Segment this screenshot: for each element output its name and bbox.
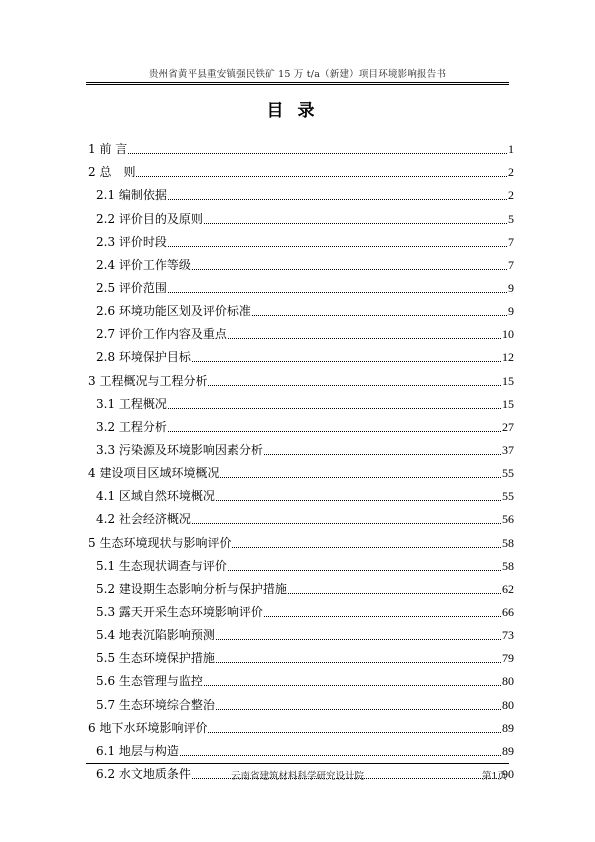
- toc-entry-page: 7: [508, 257, 514, 272]
- toc-entry-label: 5.1 生态现状调查与评价: [96, 558, 227, 573]
- toc-entry-label: 4.1 区域自然环境概况: [96, 489, 215, 504]
- toc-entry[interactable]: [88, 689, 514, 712]
- toc-entry-page: 73: [502, 628, 514, 643]
- toc-entry-page: 79: [502, 651, 514, 666]
- toc-entry-page: 10: [502, 327, 514, 342]
- toc-entry-page: 7: [508, 234, 514, 249]
- footer-organization: 云南省建筑材料科学研究设计院: [230, 771, 364, 782]
- toc-leader-dots: [252, 305, 507, 316]
- toc-leader-dots: [192, 513, 501, 524]
- toc-entry-page: 62: [502, 581, 514, 596]
- toc-entry[interactable]: [88, 666, 514, 689]
- toc-entry[interactable]: [88, 504, 514, 527]
- toc-entry-page: 1: [508, 142, 514, 157]
- table-of-contents: [88, 134, 514, 782]
- toc-entry-page: 12: [502, 350, 514, 365]
- toc-leader-dots: [264, 444, 501, 455]
- toc-leader-dots: [168, 189, 507, 200]
- toc-leader-dots: [216, 629, 501, 640]
- toc-entry-page: 27: [502, 419, 514, 434]
- footer-page-number: 第1页: [481, 771, 507, 782]
- toc-entry[interactable]: [88, 342, 514, 365]
- toc-entry[interactable]: [88, 273, 514, 296]
- toc-entry-label: 2.7 评价工作内容及重点: [96, 327, 227, 342]
- toc-entry-label: 5.5 生态环境保护措施: [96, 651, 215, 666]
- toc-entry[interactable]: [88, 250, 514, 273]
- toc-entry-label: 5.7 生态环境综合整治: [96, 697, 215, 712]
- toc-entry-page: 80: [502, 674, 514, 689]
- toc-leader-dots: [204, 675, 501, 686]
- toc-entry[interactable]: [88, 458, 514, 481]
- toc-entry-label: 2.1 编制依据: [96, 188, 167, 203]
- toc-entry-page: 89: [502, 743, 514, 758]
- toc-entry-page: 37: [502, 442, 514, 457]
- toc-entry-page: 9: [508, 280, 514, 295]
- toc-entry-page: 58: [502, 558, 514, 573]
- toc-entry[interactable]: [88, 574, 514, 597]
- toc-entry-label: 6.2 水文地质条件: [96, 766, 191, 781]
- toc-entry-label: 4 建设项目区域环境概况: [88, 466, 220, 481]
- toc-entry[interactable]: [88, 597, 514, 620]
- toc-entry-label: 2.2 评价目的及原则: [96, 211, 203, 226]
- toc-leader-dots: [204, 213, 507, 224]
- toc-entry-page: 58: [502, 535, 514, 550]
- toc-entry[interactable]: [88, 180, 514, 203]
- toc-leader-dots: [192, 351, 501, 362]
- toc-leader-dots: [216, 652, 501, 663]
- toc-leader-dots: [168, 282, 507, 293]
- toc-entry-page: 90: [502, 766, 514, 781]
- toc-entry-label: 2.5 评价范围: [96, 280, 167, 295]
- toc-leader-dots: [216, 699, 501, 710]
- toc-entry-label: 2.6 环境功能区划及评价标准: [96, 304, 251, 319]
- header-divider: [86, 82, 509, 83]
- toc-entry-label: 5.2 建设期生态影响分析与保护措施: [96, 581, 287, 596]
- toc-entry-page: 55: [502, 466, 514, 481]
- toc-leader-dots: [168, 236, 507, 247]
- toc-entry[interactable]: [88, 389, 514, 412]
- toc-leader-dots: [136, 166, 507, 177]
- toc-entry-label: 2.3 评价时段: [96, 234, 167, 249]
- toc-entry-label: 5.3 露天开采生态环境影响评价: [96, 604, 263, 619]
- toc-entry-label: 3 工程概况与工程分析: [88, 373, 208, 388]
- header-divider-thin: [86, 84, 509, 85]
- toc-entry-label: 6 地下水环境影响评价: [88, 720, 208, 735]
- toc-leader-dots: [228, 560, 501, 571]
- footer-divider: [86, 763, 509, 764]
- toc-leader-dots: [168, 421, 501, 432]
- toc-entry-page: 66: [502, 604, 514, 619]
- toc-entry[interactable]: [88, 365, 514, 388]
- toc-entry-label: 5 生态环境现状与影响评价: [88, 535, 232, 550]
- toc-entry[interactable]: [88, 134, 514, 157]
- toc-entry-label: 3.2 工程分析: [96, 419, 167, 434]
- toc-entry-page: 80: [502, 697, 514, 712]
- toc-leader-dots: [220, 467, 501, 478]
- running-header: 贵州省黄平县重安镇强民铁矿 15 万 t/a（新建）项目环境影响报告书: [148, 69, 447, 80]
- toc-entry[interactable]: [88, 157, 514, 180]
- toc-entry[interactable]: [88, 713, 514, 736]
- toc-entry-page: 56: [502, 512, 514, 527]
- toc-entry-page: 2: [508, 165, 514, 180]
- toc-entry[interactable]: [88, 527, 514, 550]
- toc-leader-dots: [264, 606, 501, 617]
- page-title: 目录: [266, 101, 329, 121]
- toc-leader-dots: [180, 745, 501, 756]
- toc-entry[interactable]: [88, 296, 514, 319]
- toc-entry-label: 2.8 环境保护目标: [96, 350, 191, 365]
- toc-entry[interactable]: [88, 435, 514, 458]
- toc-entry-page: 2: [508, 188, 514, 203]
- toc-entry[interactable]: [88, 227, 514, 250]
- toc-entry-label: 3.3 污染源及环境影响因素分析: [96, 442, 263, 457]
- toc-entry-label: 5.4 地表沉陷影响预测: [96, 628, 215, 643]
- toc-leader-dots: [208, 375, 501, 386]
- toc-entry-label: 2.4 评价工作等级: [96, 257, 191, 272]
- toc-entry-label: 1 前 言: [88, 142, 128, 157]
- toc-leader-dots: [168, 398, 501, 409]
- toc-entry-page: 55: [502, 489, 514, 504]
- toc-entry[interactable]: [88, 412, 514, 435]
- toc-leader-dots: [228, 328, 501, 339]
- toc-entry[interactable]: [88, 643, 514, 666]
- toc-leader-dots: [216, 490, 501, 501]
- toc-entry-label: 2 总 则: [88, 165, 136, 180]
- toc-entry-page: 9: [508, 304, 514, 319]
- toc-entry-label: 6.1 地层与构造: [96, 743, 179, 758]
- toc-leader-dots: [208, 722, 501, 733]
- toc-entry-label: 5.6 生态管理与监控: [96, 674, 203, 689]
- toc-entry[interactable]: [88, 203, 514, 226]
- toc-entry-label: 3.1 工程概况: [96, 396, 167, 411]
- toc-entry-page: 15: [502, 396, 514, 411]
- toc-leader-dots: [192, 259, 507, 270]
- toc-leader-dots: [288, 583, 501, 594]
- toc-leader-dots: [128, 143, 507, 154]
- toc-entry-page: 5: [508, 211, 514, 226]
- toc-entry[interactable]: [88, 319, 514, 342]
- toc-leader-dots: [232, 537, 501, 548]
- toc-entry-label: 4.2 社会经济概况: [96, 512, 191, 527]
- toc-entry[interactable]: [88, 736, 514, 759]
- toc-entry-page: 89: [502, 720, 514, 735]
- toc-entry-page: 15: [502, 373, 514, 388]
- toc-entry[interactable]: [88, 620, 514, 643]
- toc-entry[interactable]: [88, 481, 514, 504]
- toc-entry[interactable]: [88, 551, 514, 574]
